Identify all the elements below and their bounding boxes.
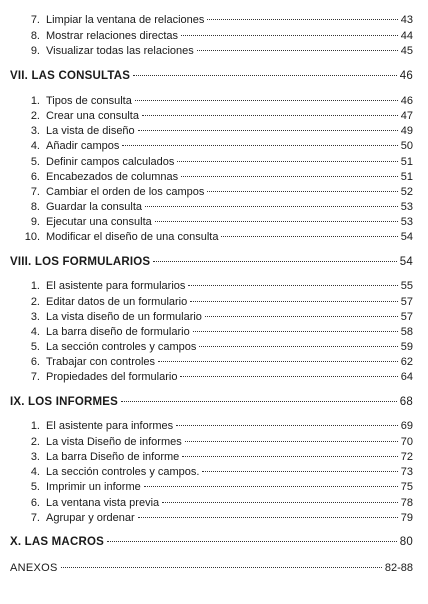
dot-leader [176, 425, 398, 426]
toc-entry-title: La barra diseño de formulario [46, 326, 190, 338]
toc-entry-title: El asistente para informes [46, 420, 174, 432]
toc-entry-title: Mostrar relaciones directas [46, 30, 179, 42]
toc-entry-number: 9. [30, 45, 40, 57]
toc-entry [24, 311, 413, 324]
toc-entry-title: La vista diseño de un formulario [46, 311, 202, 323]
toc-page-number: 57 [400, 311, 413, 323]
dot-leader [181, 176, 398, 177]
toc-page-number: 69 [400, 420, 413, 432]
toc-entry-title: Ejecutar una consulta [46, 216, 152, 228]
toc-entry-number: 4. [30, 466, 40, 478]
toc-entry [24, 436, 413, 449]
toc-page-number: 50 [400, 140, 413, 152]
toc-entry-title: Trabajar con controles [46, 356, 156, 368]
toc-page-number: 53 [400, 201, 413, 213]
toc-entry-number: 6. [30, 497, 40, 509]
toc-entry-number: 6. [30, 356, 40, 368]
dot-leader [122, 145, 397, 146]
toc-page-number: 72 [400, 451, 413, 463]
toc-entry [24, 481, 413, 494]
toc-entry-title: Encabezados de columnas [46, 171, 179, 183]
toc-entry [24, 140, 413, 153]
dot-leader [138, 517, 398, 518]
toc-entry [24, 231, 413, 244]
toc-page-number: 70 [400, 436, 413, 448]
toc-entry [24, 466, 413, 479]
toc-entry [24, 451, 413, 464]
dot-leader [61, 567, 382, 568]
toc-entry-number: 9. [30, 216, 40, 228]
toc-entry-title: Editar datos de un formulario [46, 296, 188, 308]
toc-entry [24, 512, 413, 525]
toc-entry-title: Guardar la consulta [46, 201, 142, 213]
toc-entry-title: Tipos de consulta [46, 95, 132, 107]
toc-entry [24, 201, 413, 214]
toc-entry [24, 371, 413, 384]
toc-entry-number: 7. [30, 186, 40, 198]
dot-leader [202, 471, 397, 472]
dot-leader [121, 401, 397, 402]
toc-entry-title: Definir campos calculados [46, 156, 175, 168]
toc-entry-number: 5. [30, 156, 40, 168]
toc-chapter [10, 396, 413, 409]
toc-entry-number: 6. [30, 171, 40, 183]
dot-leader [145, 206, 398, 207]
toc-entry [24, 296, 413, 309]
dot-leader [207, 191, 397, 192]
toc-entry-title: Añadir campos [46, 140, 120, 152]
dot-leader [205, 316, 398, 317]
toc-entry-title: VII. LAS CONSULTAS [10, 70, 131, 82]
toc-entry [24, 14, 413, 27]
dot-leader [138, 130, 398, 131]
toc-page-number: 45 [400, 45, 413, 57]
toc-entry-title: La sección controles y campos. [46, 466, 200, 478]
toc-entry-number: 2. [30, 296, 40, 308]
dot-leader [190, 301, 398, 302]
toc-page-number: 47 [400, 110, 413, 122]
toc-page-number: 80 [399, 536, 413, 548]
toc-page-number: 73 [400, 466, 413, 478]
toc-page-number: 52 [400, 186, 413, 198]
toc-entry-number: 1. [30, 280, 40, 292]
toc-page-number: 58 [400, 326, 413, 338]
toc-page-number: 82-88 [384, 562, 413, 574]
dot-leader [221, 236, 397, 237]
toc-entry [24, 171, 413, 184]
dot-leader [107, 541, 397, 542]
toc-entry-number: 4. [30, 326, 40, 338]
toc-entry [24, 326, 413, 339]
toc-entry [24, 95, 413, 108]
toc-page-number: 59 [400, 341, 413, 353]
toc-page-number: 46 [399, 70, 413, 82]
toc-entry-number: 7. [30, 14, 40, 26]
toc-entry-number: 2. [30, 110, 40, 122]
dot-leader [199, 346, 397, 347]
toc-entry-number: 1. [30, 420, 40, 432]
toc-entry [24, 45, 413, 58]
toc-entry-number: 2. [30, 436, 40, 448]
toc-page-number: 51 [400, 171, 413, 183]
dot-leader [182, 456, 397, 457]
toc-entry-title: Modificar el diseño de una consulta [46, 231, 219, 243]
toc-entry [24, 110, 413, 123]
toc-entry [24, 216, 413, 229]
toc-entry-title: La ventana vista previa [46, 497, 160, 509]
toc-page-number: 75 [400, 481, 413, 493]
toc-entry-title: La vista de diseño [46, 125, 135, 137]
toc-page-number: 64 [400, 371, 413, 383]
toc-entry-title: La sección controles y campos [46, 341, 197, 353]
toc-page-number: 54 [399, 256, 413, 268]
toc-page-number: 79 [400, 512, 413, 524]
toc-entry-title: IX. LOS INFORMES [10, 396, 118, 408]
dot-leader [181, 35, 398, 36]
toc-entry-number: 1. [30, 95, 40, 107]
toc-entry-number: 3. [30, 125, 40, 137]
toc-chapter [10, 536, 413, 549]
dot-leader [155, 221, 398, 222]
toc-entry-title: X. LAS MACROS [10, 536, 104, 548]
toc-page-number: 62 [400, 356, 413, 368]
toc-entry [24, 156, 413, 169]
toc-page-number: 46 [400, 95, 413, 107]
toc-entry-number: 3. [30, 311, 40, 323]
dot-leader [144, 486, 398, 487]
dot-leader [180, 376, 397, 377]
toc-entry-title: ANEXOS [10, 562, 58, 574]
toc-entry-title: VIII. LOS FORMULARIOS [10, 256, 151, 268]
toc-entry-title: Propiedades del formulario [46, 371, 178, 383]
toc-entry-title: La vista Diseño de informes [46, 436, 182, 448]
toc-entry-title: Imprimir un informe [46, 481, 141, 493]
dot-leader [177, 161, 397, 162]
toc-page-number: 78 [400, 497, 413, 509]
toc-entry-number: 4. [30, 140, 40, 152]
toc-entry-number: 8. [30, 201, 40, 213]
dot-leader [207, 19, 397, 20]
toc-entry [24, 420, 413, 433]
dot-leader [162, 502, 398, 503]
toc-page-number: 54 [400, 231, 413, 243]
dot-leader [197, 50, 398, 51]
toc-entry-title: Cambiar el orden de los campos [46, 186, 205, 198]
toc-entry-title: Visualizar todas las relaciones [46, 45, 194, 57]
toc-entry [24, 280, 413, 293]
toc-page-number: 53 [400, 216, 413, 228]
toc-page-number: 49 [400, 125, 413, 137]
toc-page-number: 43 [400, 14, 413, 26]
dot-leader [193, 331, 398, 332]
toc-entry-number: 3. [30, 451, 40, 463]
toc-page-number: 55 [400, 280, 413, 292]
dot-leader [135, 100, 398, 101]
dot-leader [133, 75, 397, 76]
dot-leader [185, 441, 398, 442]
dot-leader [158, 361, 398, 362]
toc-entry-number: 10. [24, 231, 40, 243]
toc-page-number: 44 [400, 30, 413, 42]
toc-entry [24, 125, 413, 138]
toc-page-number: 57 [400, 296, 413, 308]
toc-entry [24, 497, 413, 510]
dot-leader [153, 261, 397, 262]
toc-entry-number: 7. [30, 512, 40, 524]
toc-page-number: 51 [400, 156, 413, 168]
toc-entry-title: La barra Diseño de informe [46, 451, 180, 463]
toc-entry-number: 5. [30, 341, 40, 353]
toc-entry-title: Agrupar y ordenar [46, 512, 135, 524]
toc-entry [24, 356, 413, 369]
toc-chapter [10, 256, 413, 269]
toc-page-number: 68 [399, 396, 413, 408]
toc-entry-number: 7. [30, 371, 40, 383]
toc-entry-title: Crear una consulta [46, 110, 139, 122]
toc-chapter [10, 70, 413, 83]
toc-entry-title: El asistente para formularios [46, 280, 186, 292]
dot-leader [142, 115, 398, 116]
toc-entry-number: 8. [30, 30, 40, 42]
dot-leader [188, 285, 397, 286]
toc-annex [10, 562, 413, 575]
toc-entry [24, 30, 413, 43]
toc-entry-number: 5. [30, 481, 40, 493]
toc-entry-title: Limpiar la ventana de relaciones [46, 14, 205, 26]
toc-entry [24, 186, 413, 199]
toc-entry [24, 341, 413, 354]
